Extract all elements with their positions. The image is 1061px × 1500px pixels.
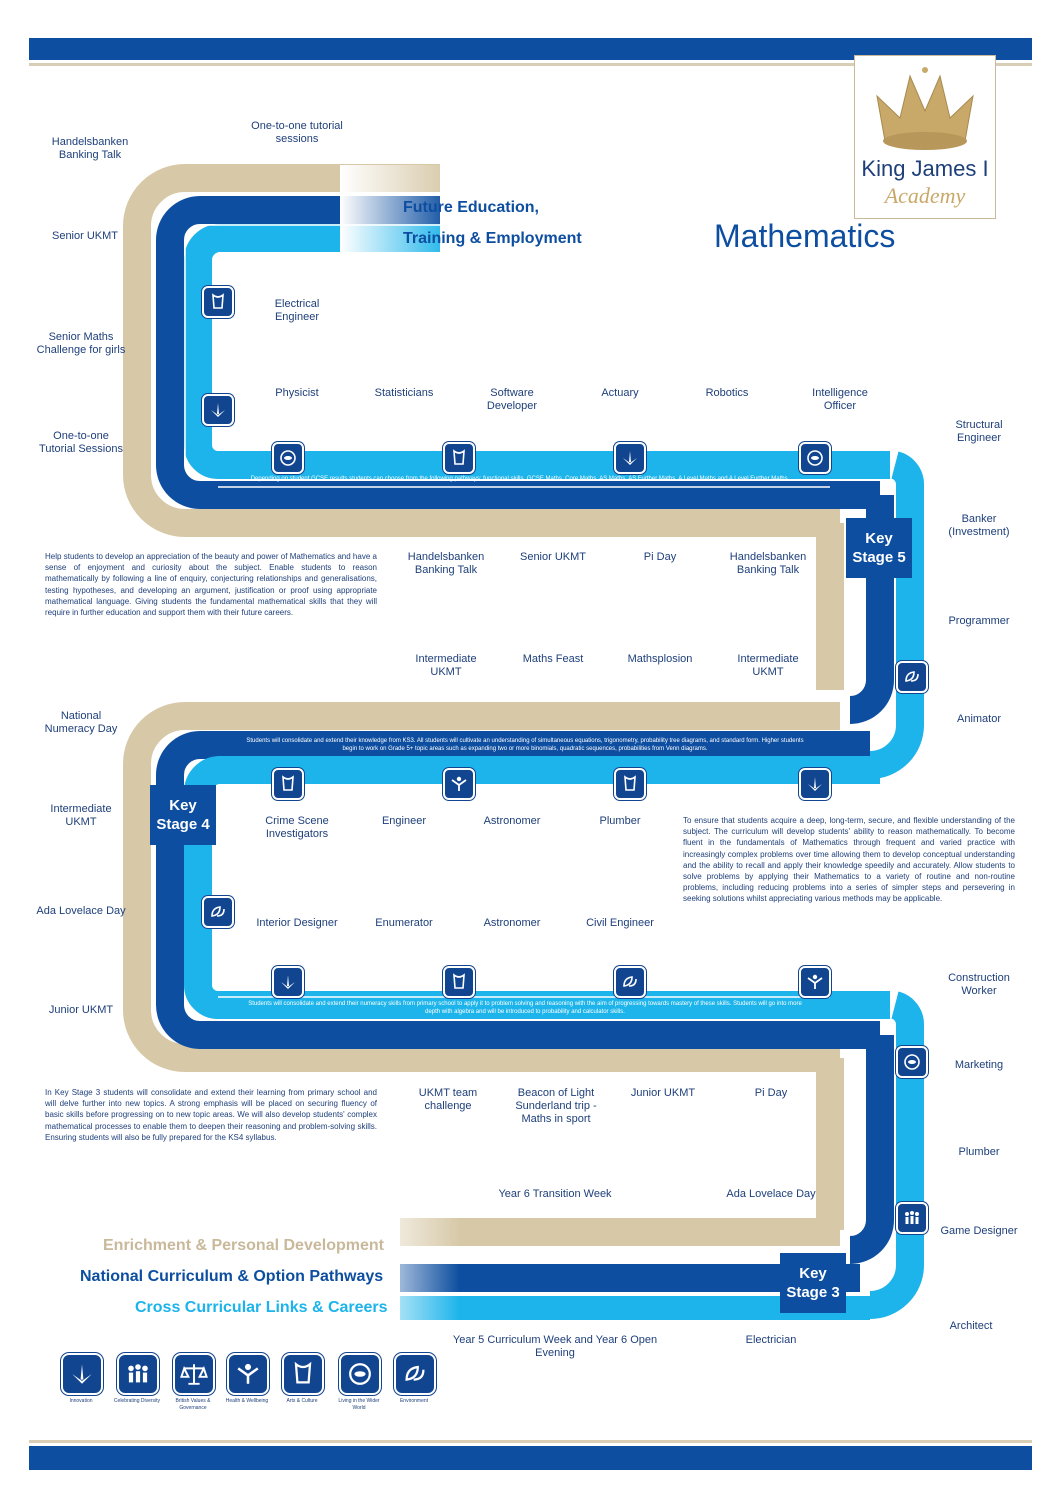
left-item: Handelsbanken Banking Talk [51, 136, 129, 161]
living-world-icon [272, 442, 304, 474]
ks3-enrich: Junior UKMT [630, 1087, 696, 1099]
ks3-pathway-text: Students will consolidate and extend their numeracy skills from primary school to apply it to problem solving and reasoning with the aim of progressing towards mastery of these skills. Students will go into more depth with algebra and will be introduced to probability and calculator skills. [248, 1001, 802, 1015]
environment-icon [394, 1353, 436, 1395]
ks3-paragraph: In Key Stage 3 students will consolidate and extend their learning from primary school and will delve further into new topics. A strong emphasis will be placed on securing fluency of basic skills before progressing on to new topic areas. We will also develop students' complex mathematical processes to enable them to deepen their reasoning and problem-solving skills. Ensuring students will also be fully prepared for the KS4 syllabus. [45, 1088, 377, 1142]
ks5-career: Electrical Engineer [274, 298, 320, 323]
living-world-icon [339, 1353, 381, 1395]
arts-culture-icon [202, 286, 234, 318]
left-item: Senior UKMT [51, 230, 119, 242]
ks4-career: Astronomer [483, 917, 541, 929]
right-item: Programmer [948, 615, 1010, 627]
right-item: Structural Engineer [955, 419, 1003, 444]
ks5-enrich: Maths Feast [522, 653, 584, 665]
ks5-career: Statisticians [374, 387, 434, 399]
ks3-career: Electrician [745, 1334, 797, 1346]
legend-label: Living in the Wider World [338, 1398, 380, 1411]
left-item: Junior UKMT [48, 1004, 114, 1016]
legend-label: Celebrating Diversity [113, 1398, 161, 1404]
innovation-icon [614, 442, 646, 474]
right-item: Marketing [954, 1059, 1004, 1071]
ks5-enrich: Handelsbanken Banking Talk [407, 551, 485, 576]
environment-icon [202, 896, 234, 928]
living-world-icon [799, 442, 831, 474]
ks5-enrich: Mathsplosion [627, 653, 693, 665]
ks3-enrich: UKMT team challenge [418, 1087, 478, 1112]
left-item: One-to-one Tutorial Sessions [39, 430, 123, 455]
right-item: Architect [949, 1320, 993, 1332]
ks3-career: Year 5 Curriculum Week and Year 6 Open Evening [452, 1334, 658, 1359]
ks3-enrich: Ada Lovelace Day [726, 1188, 816, 1200]
ks5-enrich: Intermediate UKMT [415, 653, 477, 678]
ks5-career: Intelligence Officer [812, 387, 868, 412]
ks4-career: Engineer [381, 815, 427, 827]
right-item: Plumber [958, 1146, 1000, 1158]
ks4-career: Civil Engineer [586, 917, 654, 929]
ks5-pathway-text: Depending on student GCSE results students can choose from the following pathways; functional skills, GCSE Maths, Core Maths, AS Maths, AS Further Maths, A Level Maths and A Level Further Maths. [250, 476, 790, 482]
innovation-icon [61, 1353, 103, 1395]
ks4-career: Interior Designer [256, 917, 338, 929]
arts-culture-icon [443, 442, 475, 474]
right-item: Banker (Investment) [948, 513, 1010, 538]
ks5-career: Robotics [705, 387, 749, 399]
academy-logo [854, 55, 996, 219]
arts-culture-icon [614, 768, 646, 800]
ks4-label: Key Stage 4 [150, 785, 216, 845]
arts-culture-icon [443, 966, 475, 998]
ks3-label: Key Stage 3 [780, 1253, 846, 1313]
key-curriculum: National Curriculum & Option Pathways [80, 1268, 384, 1285]
ks4-career: Astronomer [483, 815, 541, 827]
key-cross: Cross Curricular Links & Careers [135, 1299, 388, 1316]
left-item: Intermediate UKMT [50, 803, 112, 828]
legend-label: Environment [399, 1398, 429, 1404]
environment-icon [896, 661, 928, 693]
top-item: One-to-one tutorial sessions [251, 120, 343, 145]
key-enrichment: Enrichment & Personal Development [103, 1237, 384, 1254]
health-wellbeing-icon [799, 966, 831, 998]
health-wellbeing-icon [443, 768, 475, 800]
legend-label: Arts & Culture [286, 1398, 318, 1404]
subject-title: Mathematics [714, 218, 896, 254]
left-item: Ada Lovelace Day [36, 905, 126, 917]
innovation-icon [202, 394, 234, 426]
ks4-paragraph: To ensure that students acquire a deep, long-term, secure, and flexible understanding of the subject. The curriculum will develop students' ability to reason mathematically. To become fluent in the fundamentals of Mathematics through frequent and varied practice with increasingly complex problems over time allowing them to develop conceptual understanding and the ability to recall and apply their knowledge speedily and accurately. Allow students to solve problems by applying their Mathematics to a variety of routine and non-routine problems, including reducing problems into a series of simpler steps and persevering in seeking solutions whilst appreciating various methods may be applicable. [683, 816, 1015, 904]
legend-label: Innovation [69, 1398, 93, 1404]
crown-icon [855, 56, 995, 156]
environment-icon [614, 966, 646, 998]
future-title-1: Future Education, [403, 199, 539, 216]
ks4-career: Plumber [599, 815, 641, 827]
living-world-icon [896, 1046, 928, 1078]
legend-label: Health & Wellbeing [225, 1398, 269, 1404]
celebrating-diversity-icon [117, 1353, 159, 1395]
ks3-enrich: Year 6 Transition Week [498, 1188, 612, 1200]
ks5-enrich: Senior UKMT [519, 551, 587, 563]
celebrating-diversity-icon [896, 1202, 928, 1234]
innovation-icon [272, 966, 304, 998]
legend-label: British Values & Governance [175, 1398, 211, 1411]
left-item: National Numeracy Day [44, 710, 118, 735]
left-item: Senior Maths Challenge for girls [36, 331, 126, 356]
arts-culture-icon [282, 1353, 324, 1395]
ks5-enrich: Pi Day [643, 551, 677, 563]
right-item: Game Designer [940, 1225, 1018, 1237]
future-title-2: Training & Employment [403, 230, 582, 247]
ks5-career: Physicist [275, 387, 319, 399]
ks4-pathway-text: Students will consolidate and extend their knowledge from KS3. All students will cultivate an understanding of simultaneous equations, trigonometry, probability tree diagrams, and standard form. Higher students begin to work on Grade 5+ topic areas such as expanding two or more binomials, quadratic sequences, probabilities from Venn diagrams. [246, 738, 804, 752]
arts-culture-icon [272, 768, 304, 800]
ks5-enrich: Handelsbanken Banking Talk [729, 551, 807, 576]
ks5-career: Actuary [601, 387, 639, 399]
ks5-career: Software Developer [486, 387, 538, 412]
innovation-icon [799, 768, 831, 800]
right-item: Construction Worker [948, 972, 1010, 997]
right-item: Animator [956, 713, 1002, 725]
ks5-enrich: Intermediate UKMT [737, 653, 799, 678]
ks4-career: Enumerator [375, 917, 433, 929]
health-wellbeing-icon [227, 1353, 269, 1395]
ks3-enrich: Beacon of Light Sunderland trip - Maths in sport [515, 1087, 597, 1125]
ks5-label: Key Stage 5 [846, 518, 912, 578]
ks3-enrich: Pi Day [754, 1087, 788, 1099]
logo-line2: Academy [884, 183, 966, 208]
ks4-career: Crime Scene Investigators [265, 815, 329, 840]
logo-line1: King James I [861, 156, 989, 181]
intro-paragraph: Help students to develop an appreciation of the beauty and power of Mathematics and have a sense of enjoyment and curiosity about the subject. Enable students to reason mathematically by following a line of enquiry, conjecturing relationships and generalisations, testing hypotheses, and developing an argument, justification or proof using appropriate mathematical language. Giving students the fundamental mathematical skills that they will require in further education and support them with their future careers. [45, 552, 377, 618]
british-values-icon [173, 1353, 215, 1395]
